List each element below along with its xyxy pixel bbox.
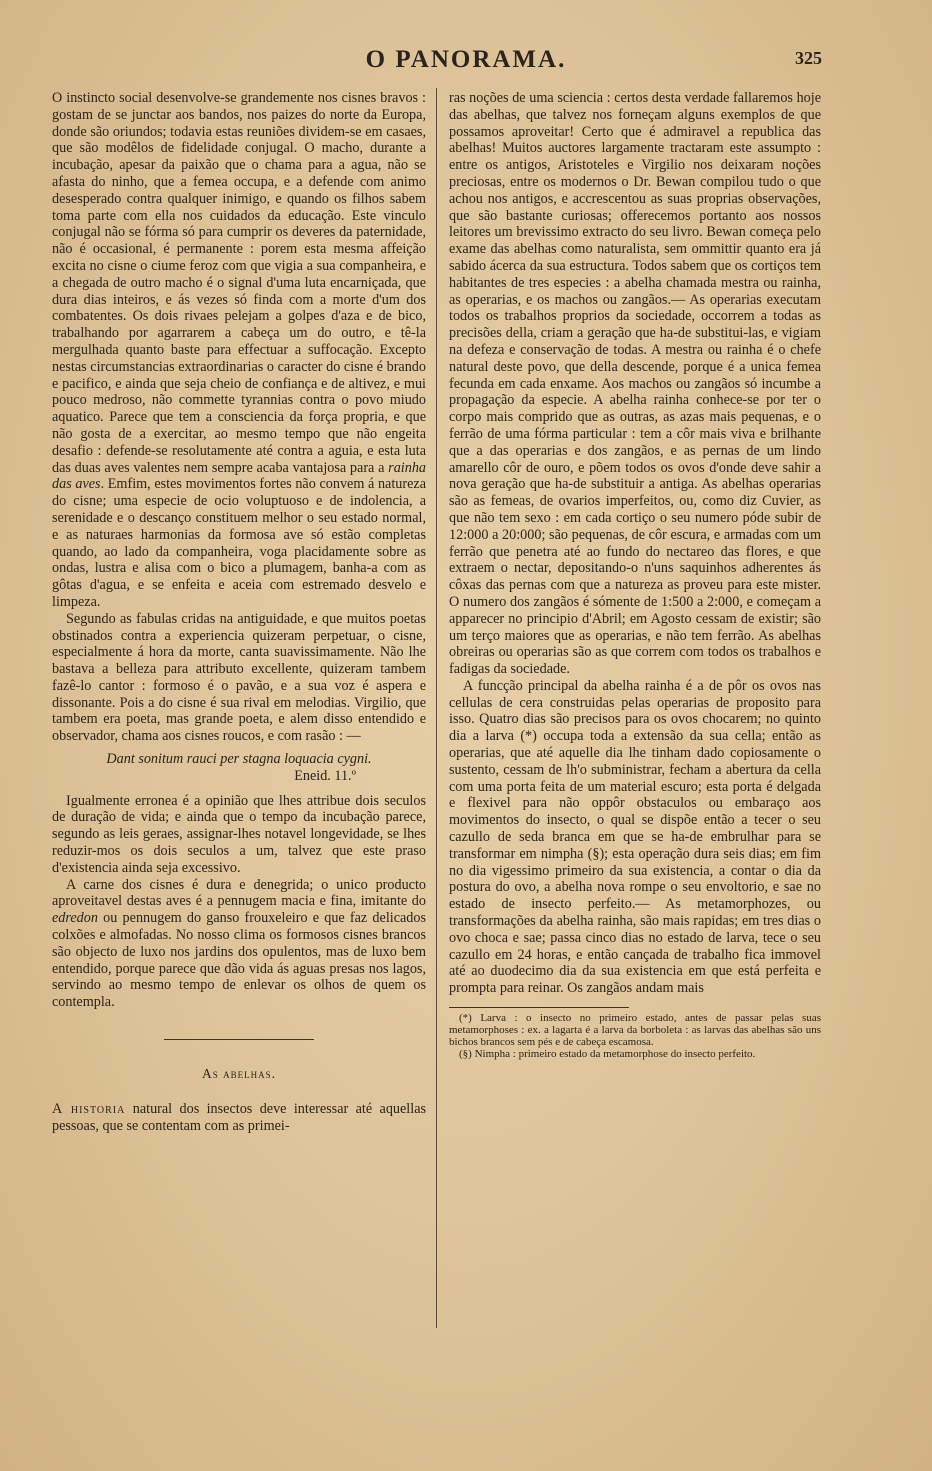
latin-quote: Dant sonitum rauci per stagna loquacia cygni. (106, 751, 372, 768)
page-title: O PANORAMA. (365, 46, 567, 73)
paragraph-swan-flesh: A carne dos cisnes é dura e denegrida; o unico producto aproveitavel destas aves é a pennugem macia e fina, imitante do edredon ou pennugem do ganso frouxeleiro e que faz delicados colxões e almofadas. No nosso clima os formosos cisnes brancos são objecto de luxo nos jardins dos opulentos, mas de luxo bem entendido, porque parece que dão vida ás aguas presas nos lagos, servindo ao mesmo tempo de enlevar os olhos de quem os contempla. (52, 876, 427, 1011)
page-header (0, 46, 932, 80)
column-divider (436, 88, 437, 1328)
footnote-nimpha: (§) Nimpha : primeiro estado da metamorphose do insecto perfeito. (459, 1048, 756, 1061)
section-heading: As abelhas. (201, 1066, 276, 1082)
section-rule (164, 1039, 314, 1040)
paragraph-swan-instinct: O instincto social desenvolve-se grandemente nos cisnes bravos : gostam de se junctar aos bandos, nos paizes do norte da Europa, donde são oriundos; todavia estas reuniões dividem-se em casaes, que são modêlos de fidelidade conjugal. O macho, durante a incubação, apesar da paixão que o chama para a agua, não se afasta do ninho, que a femea occupa, e a defende com animo desesperado contra qualquer inimigo, e quando os filhos sabem toma parte com ella nos cuidados da educação. Este vinculo conjugal não se fórma só para cumprir os deveres da paternidade, não é occasional, é permanente : porem esta mesma affeição excita no cisne o ciume feroz com que vigia a sua companheira, e a chegada de outro macho é o signal d'uma luta encarniçada, que dura dias inteiros, e ás vezes só finda com a morte d'um dos combatentes. Os dois rivaes pelejam a golpes d'aza e de bico, trabalhando por agarrarem a cabeça um do outro, e tê-la mergulhada quanto baste para effectuar a suffocação. Excepto nestas circumstancias extraordinarias o caracter do cisne é brando e pacifico, e ainda que seja cheio de confiança e de altivez, e mui pouco medroso, não commette tyrannias contra o povo miudo aquatico. Parece que tem a consciencia da força propria, e que não gosta de a exercitar, ao mesmo tempo que não engeita desafio : defende-se resolutamente até contra a aguia, e esta luta das duas aves valentes nem sempre acaba vantajosa para a rainha das aves. Emfim, estes movimentos fortes não convem á natureza do cisne; uma especie de ocio voluptuoso e de indolencia, a serenidade e o descanço constituem melhor o seu estado normal, e as naturaes harmonias da formosa ave só estão completas quando, ao lado da companheira, voga placidamente sobre as ondas, lustra e alisa com o bico a plumagem, banha-a com as gôtas d'agua, e se enfeita e aceia com estremado desvelo e limpeza. (52, 90, 427, 610)
paragraph-swan-song: Segundo as fabulas cridas na antiguidade, e que muitos poetas obstinados contra a experiencia quizeram perpetuar, o cisne, especialmente á hora da morte, canta suavissimamente. Não lhe bastava a belleza para attributo excellente, quizeram tambem fazê-lo cantor : formoso é o pavão, e a sua voz é aspera e dissonante. Pois a do cisne é sua rival em melodias. Virgilio, que tambem era poeta, mas grande poeta, e alem disso entendido e observador, chama aos cisnes roucos, e com rasão : — (52, 610, 426, 745)
footnote-larva: (*) Larva : o insecto no primeiro estado, antes de passar pelas suas metamorphoses : ex. a lagarta é a larva da borboleta : as larvas das abelhas são uns bichos brancos sem pés e de cabeça escamosa. (449, 1012, 821, 1049)
paragraph-swan-lifespan: Igualmente erronea é a opinião que lhes attribue dois seculos de duração de vida; e ainda que o tempo da incubação parece, segundo as leis geraes, assignar-lhes notavel longevidade, se lhes reduzir-mos os dois seculos a um, talvez que este praso d'existencia ainda seja excessivo. (52, 792, 426, 876)
page-number: 325 (795, 48, 822, 68)
paragraph-bees-intro: A historia natural dos insectos deve interessar até aquellas pessoas, que se contentam com as primei- (52, 1100, 427, 1134)
footnote-rule (449, 1007, 629, 1008)
quote-reference: Eneid. 11.º (294, 767, 356, 784)
paragraph-bees-queen: A funcção principal da abelha rainha é a de pôr os ovos nas cellulas de cera construidas pelas operarias de proposito para isso. Quatro dias são precisos para os ovos chocarem; no quinto dia a larva (*) occupa toda a extensão da sua cella; então as operarias, que até aquelle dia lhe tinham dado copiosamente o sustento, cessam de lh'o subministrar, fecham a abertura da cella com uma porta feita de um material escuro; esta porta é delgada e flexivel para não oppôr obstaculos ou embaraço aos movimentos do insecto, o qual se dispõe então a tecer o seu cazullo de seda branca em que se ha-de embrulhar para se transformar em nimpha (§); esta operação dura seis dias; em fim no dia vigessimo primeiro da sua existencia, a contar o dia da postura do ovo, a abelha nova rompe o seu envoltorio, e sae no estado de insecto perfeito.— As metamorphozes, ou transformações da abelha rainha, são mais rapidas; em tres dias o ovo choca e sae; passa cinco dias no estado de larva, tece o seu cazullo em 24 horas, e então cançada de trabalho fica immovel até ao duodecimo dia da sua existencia em que está perfeita e prompta para reinar. Os zangãos andam mais (449, 677, 821, 997)
paragraph-bees-society: ras noções de uma sciencia : certos desta verdade fallaremos hoje das abelhas, que talvez nos forneçam alguns exemplos de que possamos aproveitar! Certo que é admiravel a republica das abelhas! Muitos auctores largamente tractaram este assumpto : entre os antigos, Aristoteles e Virgilio nos deixaram noções preciosas, entre os modernos o Dr. Bewan compilou tudo o que achou nos antigos, e accrescentou as suas proprias observações, que são bastante curiosas; offerecemos portanto aos nossos leitores um brevissimo extracto do seu livro. Bewan começa pelo exame das abelhas como naturalista, sem ommittir quanto era já sabido ácerca da sua estructura. Todos sabem que os cortiços tem habitantes de tres especies : a abelha chamada mestra ou rainha, as operarias, e os machos ou zangãos.— As operarias executam todos os trabalhos proprios da sociedade, occorrem a todas as precisões della, criam a geração que ha-de substitui-las, e vigiam na defeza e conservação de todas. A mestra ou rainha é o chefe natural deste povo, que della descende, porque é a unica femea fecunda em cada enxame. Aos machos ou zangãos só incumbe a propagação da especie. A abelha rainha conhece-se por ter o corpo mais comprido que as outras, as azas mais pequenas, e o ferrão de uma fórma particular : tem a côr mais viva e brilhante que a das operarias e dos zangãos, e as pernas de um lindo amarello côr de ouro, e põem todos os ovos d'onde deve sahir a nova geração que ha-de substituir a antiga. As abelhas operarias são as femeas, de ovarios imperfeitos, ou, como diz Cuvier, as que não tem sexo : em cada cortiço o seu numero póde subir de 12:000 a 20:000; são pequenas, de côr escura, e armadas com um ferrão que penetra até ao fundo do nectareo das flores, e que extraem o nectar, depositando-o n'uns saquinhos adherentes ás côxas das pernas com que a natureza as proveu para este mister. O numero dos zangãos é sómente de 1:500 a 2:000, e começam a apparecer no principio d'Abril; em Agosto cessam de existir; são um terço maiores que as operarias, e não tem ferrão. As abelhas obreiras ou operarias são as que correm com todos os trabalhos e fadigas da sociedade. (449, 90, 821, 678)
left-column (52, 90, 426, 1134)
right-column (449, 90, 821, 1060)
